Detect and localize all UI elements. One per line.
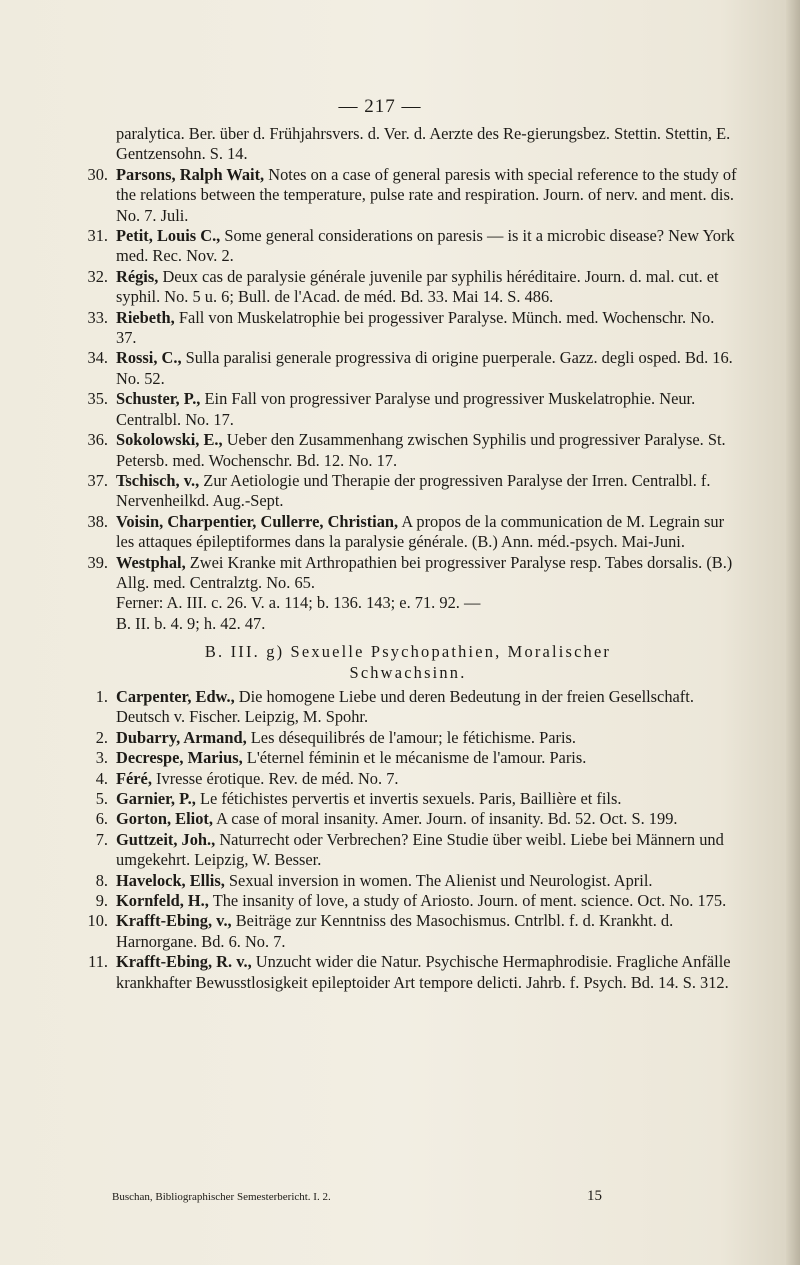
bibliography-entry: [78, 165, 738, 226]
entry-author: Garnier, P.,: [116, 789, 196, 808]
entry-number: 1.: [95, 686, 108, 706]
entry-text: Unzucht wider die Natur. Psychische Hermaphrodisie. Fragliche Anfälle krankhafter Bewusstlosigkeit epileptoider Art tempore delicti. Jahrb. f. Psych. Bd. 14. S. 312.: [116, 952, 731, 992]
bibliography-entry: [78, 308, 738, 349]
bibliography-list-sexual-psychopathy: [78, 687, 738, 993]
entry-author: Westphal,: [116, 552, 186, 572]
bibliography-entry: [78, 430, 738, 471]
bibliography-entry: [78, 952, 738, 993]
entry-author: Schuster, P.,: [116, 389, 201, 409]
bibliography-entry: [78, 789, 738, 809]
entry-author: Rossi, C.,: [116, 348, 182, 368]
section-heading-line-1: B. III. g) Sexuelle Psychopathien, Moralischer: [204, 642, 612, 662]
bibliography-entry: [78, 512, 738, 553]
bibliography-entry: [78, 830, 738, 871]
footer-publication: Buschan, Bibliographischer Semesterbericht. I. 2.: [112, 1191, 331, 1203]
bibliography-entry: [78, 389, 738, 430]
entry-number: 34.: [87, 348, 108, 368]
entry-author: Riebeth,: [116, 307, 175, 327]
entry-number: 6.: [95, 809, 108, 829]
bibliography-entry: [78, 348, 738, 389]
entry-number: 2.: [95, 727, 108, 747]
entry-number: 7.: [95, 829, 108, 849]
entry-text: L'éternel féminin et le mécanisme de l'amour. Paris.: [242, 748, 587, 768]
page-number: — 217 —: [338, 96, 422, 117]
bibliography-entry: [78, 687, 738, 728]
bibliography-entry: [78, 226, 738, 267]
bibliography-entry: [78, 124, 738, 165]
entry-author: Régis,: [116, 266, 159, 286]
entry-text: Ueber den Zusammenhang zwischen Syphilis und progressiver Paralyse. St. Petersb. med. Wochenschr. Bd. 12. No. 17.: [116, 430, 726, 470]
entry-number: 35.: [87, 389, 108, 409]
entry-text: Sulla paralisi generale progressiva di origine puerperale. Gazz. degli osped. Bd. 16. No. 52.: [116, 348, 733, 388]
entry-author: Dubarry, Armand,: [116, 727, 247, 747]
bibliography-entry: [78, 809, 738, 829]
entry-number: 39.: [87, 552, 108, 572]
entry-author: Parsons, Ralph Wait,: [116, 164, 265, 184]
entry-author: Carpenter, Edw.,: [116, 686, 235, 706]
entry-number: 30.: [87, 164, 108, 184]
bibliography-entry: [78, 891, 738, 911]
page-footer: [112, 1188, 602, 1205]
entry-text: Die homogene Liebe und deren Bedeutung in der freien Gesellschaft. Deutsch v. Fischer. Leipzig, M. Spohr.: [116, 686, 694, 727]
entry-number: 9.: [95, 891, 108, 911]
entry-text: Deux cas de paralysie générale juvenile par syphilis héréditaire. Journ. d. mal. cut. et syphil. No. 5 u. 6; Bull. de l'Acad. de méd. Bd. 33. Mai 14. S. 486.: [116, 266, 719, 307]
section-heading: [78, 642, 738, 683]
bibliography-entry: [78, 748, 738, 768]
bibliography-entry: [78, 267, 738, 308]
entry-text: Ein Fall von progressiver Paralyse und progressiver Muskelatrophie. Neur. Centralbl. No. 17.: [116, 389, 696, 429]
entry-author: Sokolowski, E.,: [116, 430, 223, 450]
entry-text: A case of moral insanity. Amer. Journ. of insanity. Bd. 52. Oct. S. 199.: [212, 809, 678, 829]
entry-number: 11.: [88, 952, 108, 972]
section-heading-line-2: Schwachsinn.: [349, 662, 467, 682]
entry-text: Beiträge zur Kenntniss des Masochismus. Cntrlbl. f. d. Krankht. d. Harnorgane. Bd. 6. No. 7.: [116, 911, 674, 951]
entry-text: Ivresse érotique. Rev. de méd. No. 7.: [151, 768, 399, 788]
entry-author: Krafft-Ebing, R. v.,: [116, 952, 252, 972]
entry-text: Naturrecht oder Verbrechen? Eine Studie über weibl. Liebe bei Männern und umgekehrt. Leipzig, W. Besser.: [116, 829, 724, 870]
bibliography-entry: [78, 553, 738, 594]
entry-number: 5.: [95, 789, 108, 808]
entry-text: The insanity of love, a study of Ariosto. Journ. of ment. science. Oct. No. 175.: [208, 891, 727, 911]
bibliography-entry: [78, 728, 738, 748]
entry-text: Sexual inversion in women. The Alienist und Neurologist. April.: [224, 870, 653, 890]
entry-number: 31.: [87, 226, 108, 246]
entry-text: Some general considerations on paresis — is it a microbic disease? New York med. Rec. Nov. 2.: [116, 226, 735, 266]
bibliography-entry: [78, 769, 738, 789]
entry-number: 33.: [87, 307, 108, 327]
cross-reference-line-2: B. II. b. 4. 9; h. 42. 47.: [116, 613, 266, 633]
entry-text: Fall von Muskelatrophie bei progessiver Paralyse. Münch. med. Wochenschr. No. 37.: [116, 307, 715, 348]
entry-author: Voisin, Charpentier, Cullerre, Christian,: [116, 511, 399, 531]
entry-text: Zur Aetiologie und Therapie der progressiven Paralyse der Irren. Centralbl. f. Nervenheilkd. Aug.-Sept.: [116, 470, 711, 511]
entry-author: Decrespe, Marius,: [116, 748, 243, 768]
entry-number: 3.: [95, 748, 108, 768]
bibliography-entry: [78, 471, 738, 512]
entry-number: 38.: [87, 511, 108, 531]
entry-text: Zwei Kranke mit Arthropathien bei progressiver Paralyse resp. Tabes dorsalis. (B.) Allg. med. Centralztg. No. 65.: [116, 552, 733, 592]
entry-number: 36.: [87, 430, 108, 450]
entry-number: 37.: [87, 470, 108, 490]
entry-text: Notes on a case of general paresis with special reference to the study of the relations between the temperature, pulse rate and respiration. Journ. of nerv. and ment. dis. No. 7. Juli.: [116, 164, 737, 225]
cross-reference-line-1: Ferner: A. III. c. 26. V. a. 114; b. 136. 143; e. 71. 92. —: [116, 593, 481, 613]
page-content: [78, 124, 738, 993]
entry-author: Féré,: [116, 768, 152, 788]
signature-mark: 15: [587, 1188, 602, 1204]
bibliography-list-paralysis: [78, 124, 738, 593]
entry-author: Kornfeld, H.,: [116, 891, 209, 911]
entry-author: Havelock, Ellis,: [116, 870, 225, 890]
page-edge: [786, 0, 800, 1265]
entry-author: Tschisch, v.,: [116, 470, 200, 490]
entry-author: Gorton, Eliot,: [116, 809, 213, 829]
entry-author: Guttzeit, Joh.,: [116, 829, 216, 849]
bibliography-entry: [78, 871, 738, 891]
entry-number: 8.: [95, 870, 108, 890]
bibliography-entry: [78, 911, 738, 952]
entry-number: 10.: [87, 911, 108, 931]
entry-text: paralytica. Ber. über d. Frühjahrsvers. d. Ver. d. Aerzte des Re-gierungsbez. Stettin. Stettin, E. Gentzensohn. S. 14.: [116, 124, 731, 164]
entry-author: Petit, Louis C.,: [116, 226, 221, 246]
entry-author: Krafft-Ebing, v.,: [116, 911, 232, 931]
entry-text: A propos de la communication de M. Legrain sur les attaques épileptiformes dans la paralysie générale. (B.) Ann. méd.-psych. Mai-Juni.: [116, 511, 725, 552]
entry-text: Les désequilibrés de l'amour; le fétichisme. Paris.: [246, 727, 576, 747]
entry-number: 4.: [95, 768, 108, 788]
entry-text: Le fétichistes pervertis et invertis sexuels. Paris, Baillière et fils.: [195, 789, 622, 808]
entry-number: 32.: [87, 266, 108, 286]
